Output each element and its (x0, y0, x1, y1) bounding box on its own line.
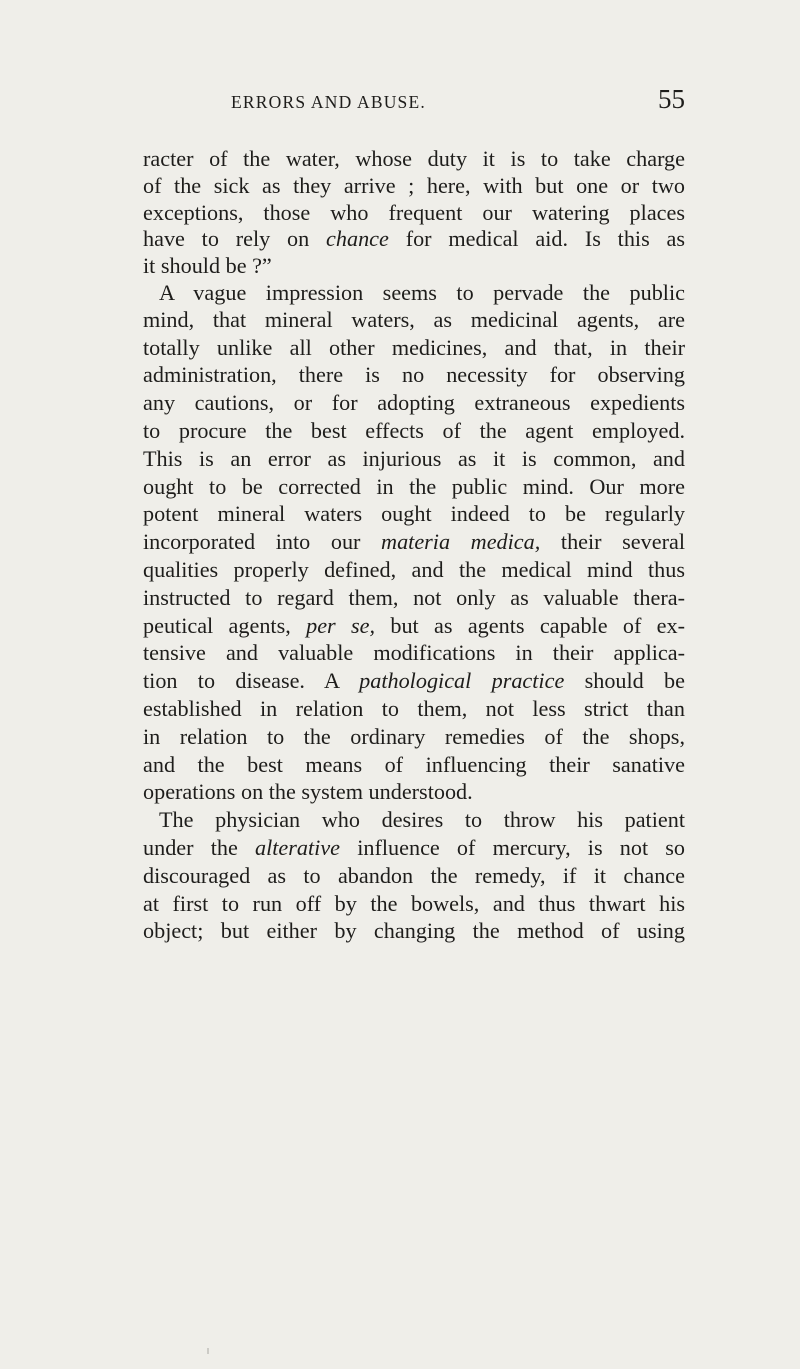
text-line: operations on the system understood. (143, 779, 473, 805)
text-line: have to rely on chance for medical aid. Is this as (143, 226, 686, 252)
text-line: it should be ?” (143, 253, 272, 279)
text-line: instructed to regard them, not only as valuable thera- (143, 584, 685, 610)
paragraph-start-line: A vague impression seems to pervade the public (159, 279, 685, 305)
text-line: discouraged as to abandon the remedy, if it chance (143, 862, 685, 888)
text-line: tensive and valuable modifications in their applica- (143, 640, 685, 666)
text-line: of the sick as they arrive ; here, with but one or two (143, 172, 685, 198)
text-line: to procure the best effects of the agent employed. (143, 417, 685, 443)
italic-phrase: materia medica, (381, 529, 541, 555)
text-line: peutical agents, per se, but as agents capable of ex- (143, 612, 686, 638)
text-line: in relation to the ordinary remedies of the shops, (143, 723, 685, 749)
running-title: ERRORS AND ABUSE. (231, 92, 426, 112)
page-number: 55 (658, 84, 685, 114)
text-line: established in relation to them, not less strict than (143, 695, 685, 721)
text-line: This is an error as injurious as it is common, and (143, 445, 685, 471)
paragraph-start-line: The physician who desires to throw his patient (159, 807, 685, 833)
text-line: racter of the water, whose duty it is to take charge (143, 146, 685, 171)
body-text (143, 146, 685, 946)
text-line: exceptions, those who frequent our watering places (143, 199, 685, 225)
text-line: administration, there is no necessity for observing (143, 362, 685, 388)
text-line: at first to run off by the bowels, and thus thwart his (143, 890, 685, 916)
text-line: under the alterative influence of mercury, is not so (143, 834, 686, 860)
text-line: incorporated into our materia medica, their several (143, 529, 685, 555)
text-line: any cautions, or for adopting extraneous expedients (143, 390, 685, 416)
italic-phrase: alterative (255, 834, 341, 860)
text-line: and the best means of influencing their sanative (143, 751, 685, 777)
italic-phrase: per se, (306, 612, 376, 638)
paper-speck (207, 1348, 209, 1354)
text-line: ought to be corrected in the public mind. Our more (143, 473, 685, 499)
text-line: mind, that mineral waters, as medicinal agents, are (143, 306, 685, 332)
italic-phrase: chance (326, 226, 389, 252)
text-line: totally unlike all other medicines, and that, in their (143, 334, 685, 360)
italic-phrase: pathological practice (359, 668, 565, 694)
text-line: qualities properly defined, and the medical mind thus (143, 556, 685, 582)
text-line: potent mineral waters ought indeed to be regularly (143, 501, 685, 527)
text-line: object; but either by changing the method of using (143, 918, 685, 944)
running-head (143, 84, 685, 118)
text-line: tion to disease. A pathological practice should be (143, 668, 686, 694)
